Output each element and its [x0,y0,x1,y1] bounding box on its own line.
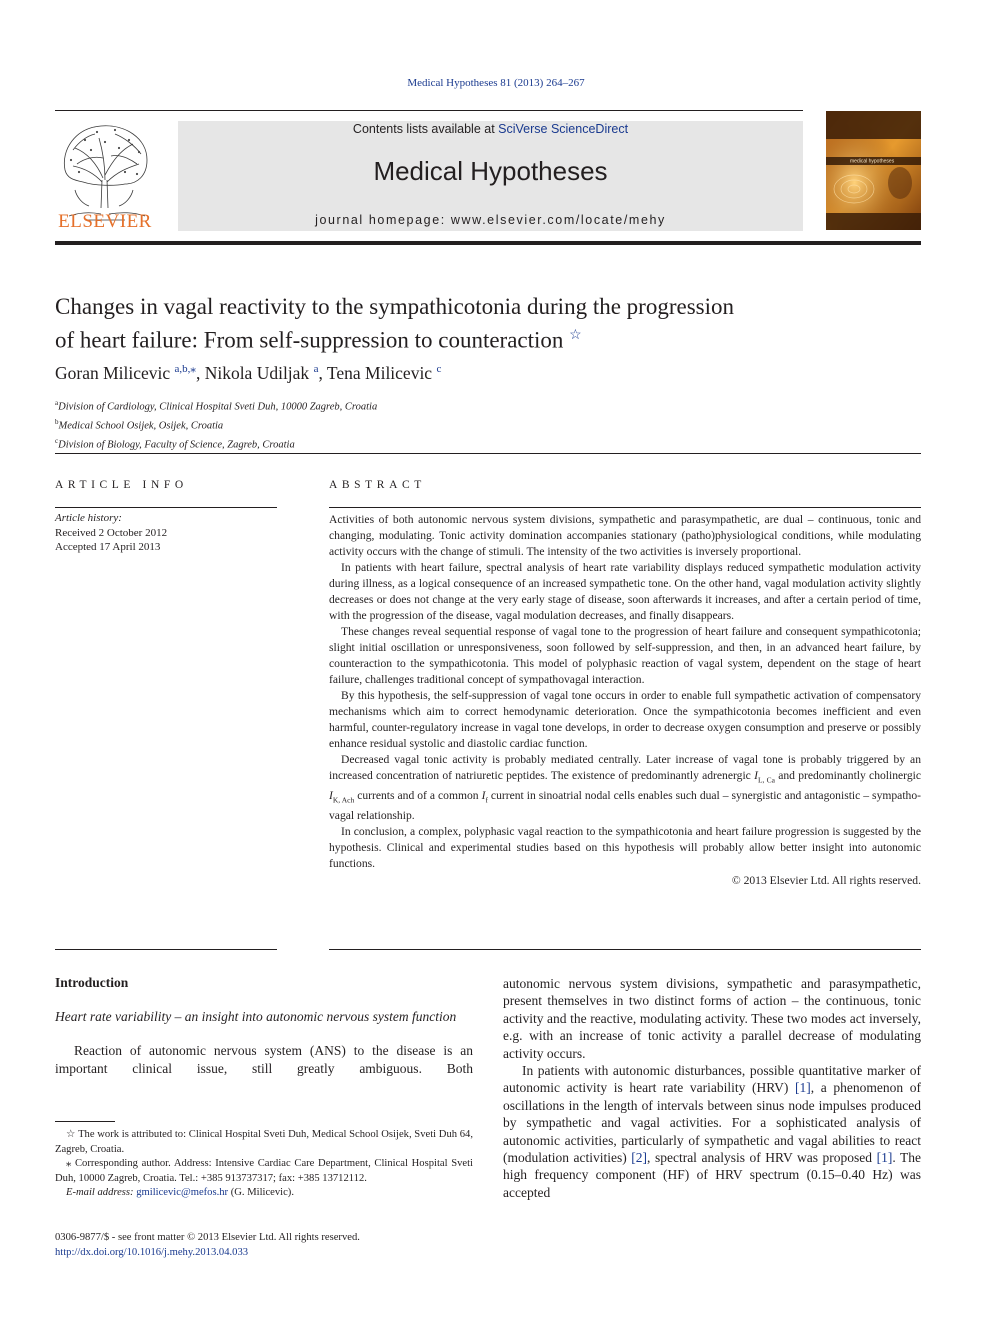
abstract-paragraph: Decreased vagal tonic activity is probably mediated centrally. Later increase of vagal tone is probably triggered by an increased concentration of natriuretic peptides. The existence of predominantly adrenergic $I_{L, Ca}$ and predominantly cholinergic $I_{K, Ach}$ currents and of a common $I_f$ current in sinoatrial nodal cells enables such dual – synergistic and antagonistic – sympatho-vagal relationship. [329,752,921,823]
affiliation-item: $^b$Medical School Osijek, Osijek, Croatia [55,418,224,432]
reference-link[interactable]: [1] [876,1150,893,1166]
abstract-paragraph: In conclusion, a complex, polyphasic vagal reaction to the sympathicotonia and heart failure progression is suggested by the hypothesis. Clinical and experimental studies based on this hypothesis will probably allow better insight into autonomic functions. [329,825,921,870]
author-name: Tena Milicevic [326,362,433,383]
author-list [55,362,441,384]
author-affiliation-marker[interactable]: c [436,363,442,375]
title-line-1: Changes in vagal reactivity to the sympathicotonia during the progression [55,294,734,319]
section-heading: Introduction [55,975,129,990]
issn-line: 0306-9877/$ - see front matter © 2013 Elsevier Ltd. All rights reserved. [55,1232,360,1243]
body-column-left [55,974,473,1077]
header-thick-rule [55,241,921,245]
footnote-corresponding: ⁎ Corresponding author. Address: Intensive Cardiac Care Department, Clinical Hospital Sveti Duh, 10000 Zagreb, Croatia. Tel.: +385 913737317; fax: +385 13712112. [55,1158,473,1184]
cover-title: medical hypotheses [850,158,895,165]
affiliation-list [55,396,377,453]
abstract-body [329,512,921,889]
section-rule [55,453,921,454]
journal-citation[interactable]: Medical Hypotheses 81 (2013) 264–267 [407,77,585,89]
sciencedirect-link[interactable]: SciVerse ScienceDirect [498,122,629,136]
article-title [55,292,875,355]
author-affiliation-marker[interactable]: a,b,⁎ [174,363,196,375]
journal-homepage[interactable]: journal homepage: www.elsevier.com/locate/mehy [315,213,666,227]
abstract-paragraph: These changes reveal sequential response of vagal tone to the progression of heart failure and consequent sympathicotonia; slight initial oscillation or unresponsiveness, soon followed by self-suppression, and then, in an advanced heart failure, by counteraction to the sympathicotonia. This model of polyphasic reaction of vagal system, dependent on the stage of heart failure, challenges traditional concept of sympathovagal interaction. [329,624,921,686]
contents-prefix: Contents lists available at [352,122,499,136]
elsevier-wordmark: ELSEVIER [58,211,152,232]
author-affiliation-marker[interactable]: a [313,363,319,375]
journal-banner [178,121,803,231]
article-info-rule [55,507,277,508]
abstract-rule [329,507,921,508]
footnote-star: ☆ The work is attributed to: Clinical Hospital Sveti Duh, Medical School Osijek, Sveti Duh 64, Zagreb, Croatia. [55,1129,473,1155]
author-name: Nikola Udiljak [204,362,310,383]
affiliation-item: $^a$Division of Cardiology, Clinical Hospital Sveti Duh, 10000 Zagreb, Croatia [55,399,378,413]
abstract-paragraph: By this hypothesis, the self-suppression of vagal tone occurs in order to enable full sympathetic activation of compensatory mechanisms which aim to correct hemodynamic deterioration. Once the sympathicotonia becomes inefficient and even harmful, counter-regulatory increase in vagal tone develops, in order to decrease oxygen consumption and preserve or possibly enhance residual systolic and diastolic cardiac function. [329,688,921,750]
affiliation-item: $^c$Division of Biology, Faculty of Science, Zagreb, Croatia [55,437,295,451]
article-info-heading: ARTICLE INFO [55,479,188,491]
body-paragraph: In patients with autonomic disturbances, possible quantitative marker of autonomic activity is heart rate variability (HRV) [1], a phenomenon of oscillations in the length of intervals between sinus node impulses produced by sympathetic and vagal activities. For a sophisticated analysis of autonomic activities, particularly of sympathetic and vagal abilities to react (modulation activities) [2], spectral analysis of HRV was proposed [1]. The high frequency component (HF) of HRV spectrum (0.15–0.40 Hz) was accepted [503,1063,921,1200]
abstract-rule [329,949,921,950]
title-footnote-star[interactable]: ☆ [569,328,582,343]
journal-title: Medical Hypotheses [373,156,608,186]
footnote-rule [55,1121,115,1122]
header-rule [55,110,803,111]
footnotes [55,1128,473,1201]
subsection-heading: Heart rate variability – an insight into autonomic nervous system function [55,1008,457,1024]
body-paragraph: Reaction of autonomic nervous system (ANS) to the disease is an important clinical issue, still greatly ambiguous. Both [55,1043,473,1076]
body-column-right [503,975,921,1201]
contents-line [178,122,803,136]
abstract-paragraph: Activities of both autonomic nervous system divisions, sympathetic and parasympathetic, are dual – continuous, tonic and changing, modulating. Tonic activity domination accompanies stationary (patho)physiological conditions, while modulating activity occurs with the change of stimuli. The intensity of the two activities is inversely proportional. [329,513,921,558]
body-paragraph: autonomic nervous system divisions, sympathetic and parasympathetic, present themselves in two distinct forms of action – the continuous, tonic activity and the reactive, modulating activity. These two modes act inversely, e.g. with an increase of tonic activity a parallel decrease of modulating activity occurs. [503,976,921,1061]
received-date: Received 2 October 2012 [55,526,168,539]
author-separator: , [318,362,327,383]
journal-cover [826,111,921,230]
abstract-heading: ABSTRACT [329,479,426,491]
history-label: Article history: [55,512,122,524]
email-link[interactable]: gmilicevic@mefos.hr [136,1187,229,1198]
copyright-notice: © 2013 Elsevier Ltd. All rights reserved. [731,873,921,887]
front-matter-info [55,1231,360,1260]
article-info-rule [55,949,277,950]
footnote-email: E-mail address: gmilicevic@mefos.hr (G. Milicevic). [66,1187,294,1198]
accepted-date: Accepted 17 April 2013 [55,541,161,554]
doi-link[interactable]: http://dx.doi.org/10.1016/j.mehy.2013.04.033 [55,1246,249,1258]
reference-link[interactable]: [2] [631,1150,648,1166]
author-separator: , [195,362,205,383]
title-line-2: of heart failure: From self-suppression to counteraction [55,327,564,353]
article-history [55,511,167,555]
abstract-paragraph: In patients with heart failure, spectral analysis of heart rate variability displays reduced sympathetic modulation activity during illness, as a logical consequence of an increased sympathetic tone. On the other hand, vagal modulation activity slightly decreases or does not change at the very early stage of disease, soon afterwards it increases, and after a certain period of time, with the progression of the disease, vagal modulation decreases, and finally disappears. [329,560,921,622]
author-name: Goran Milicevic [55,362,171,383]
reference-link[interactable]: [1] [795,1080,811,1096]
